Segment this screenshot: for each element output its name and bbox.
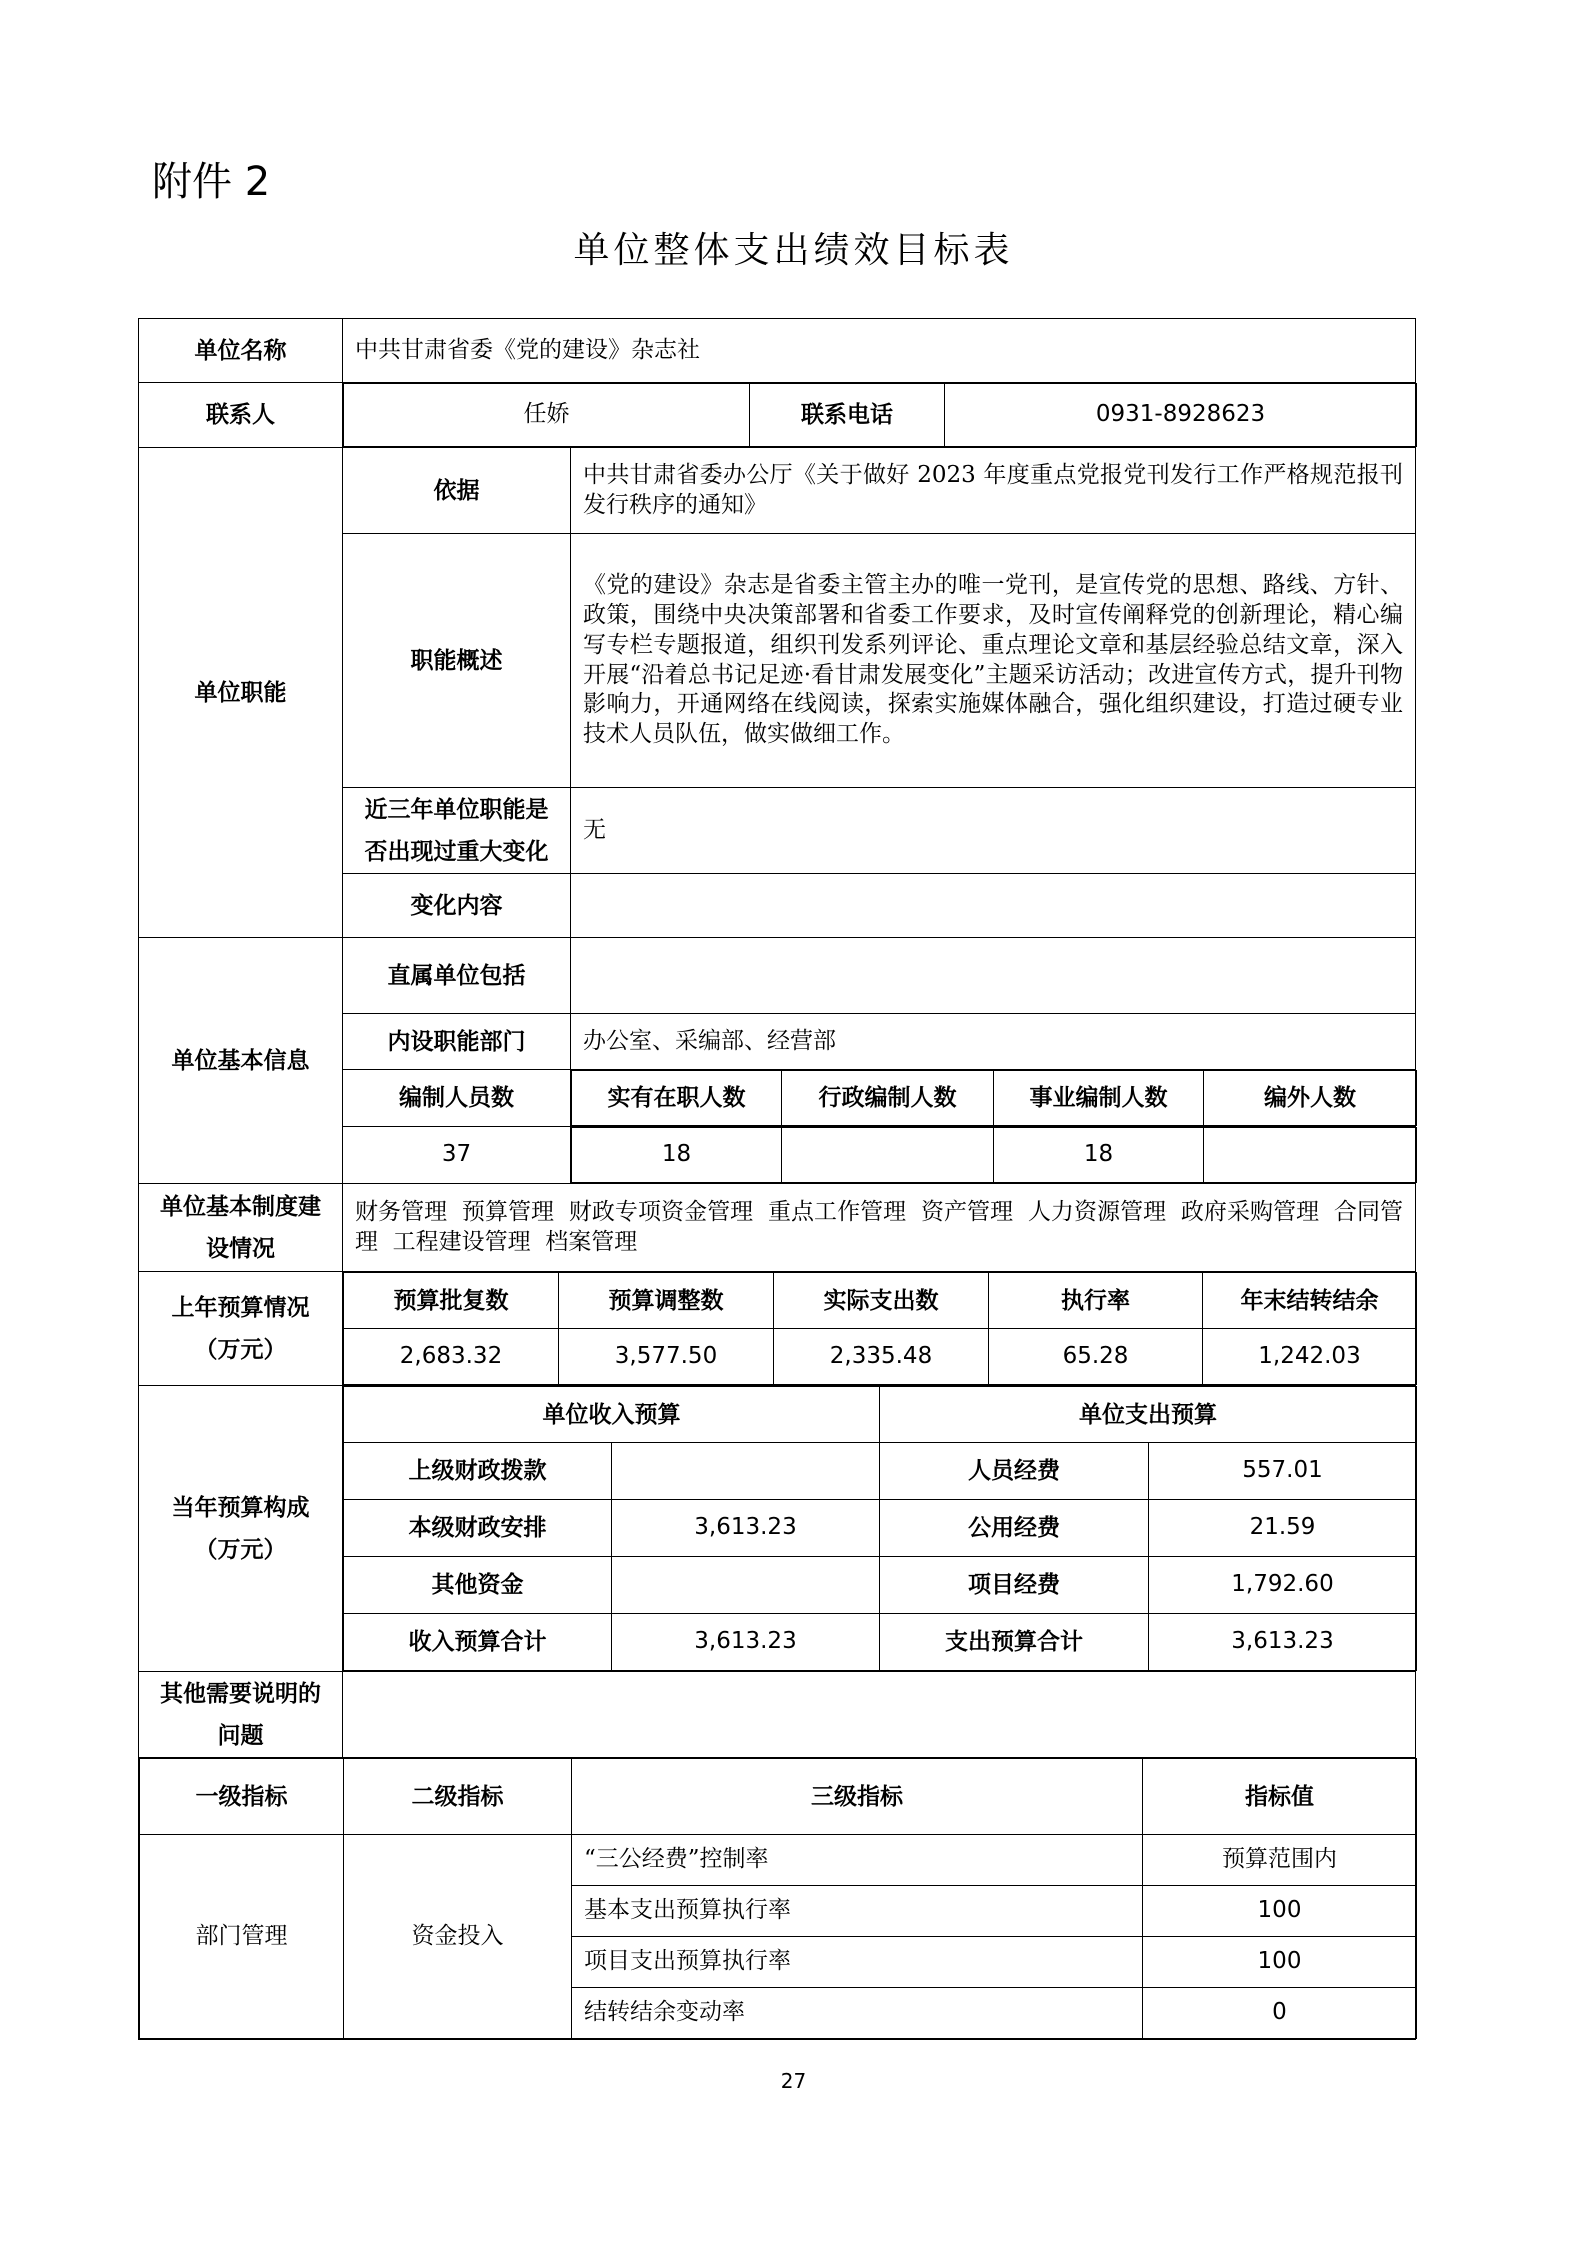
other-notes-value <box>343 1672 1416 1758</box>
expense-value-cell: 557.01 <box>1149 1443 1417 1500</box>
direct-units-label: 直属单位包括 <box>343 938 571 1014</box>
staff-header-cell: 行政编制人数 <box>782 1071 994 1126</box>
last-year-value-cell: 2,335.48 <box>774 1329 989 1385</box>
departments-label: 内设职能部门 <box>343 1014 571 1070</box>
income-label-cell: 其他资金 <box>344 1557 612 1614</box>
level3-indicator: 基本支出预算执行率 <box>572 1886 1143 1937</box>
last-year-row <box>139 1272 1416 1386</box>
change-content-label: 变化内容 <box>343 874 571 938</box>
staff-value-cell: 18 <box>572 1128 782 1183</box>
direct-units-value <box>571 938 1416 1014</box>
staff-header-cell: 事业编制人数 <box>994 1071 1204 1126</box>
departments-value: 办公室、采编部、经营部 <box>571 1014 1416 1070</box>
system-label: 单位基本制度建设情况 <box>139 1184 343 1272</box>
expense-label-cell: 公用经费 <box>880 1500 1149 1557</box>
overview-label: 职能概述 <box>343 534 571 788</box>
document-title: 单位整体支出绩效目标表 <box>573 230 1014 271</box>
staff-value-cell <box>1204 1128 1417 1183</box>
expense-label-cell: 支出预算合计 <box>880 1614 1149 1671</box>
system-value: 财务管理 预算管理 财政专项资金管理 重点工作管理 资产管理 人力资源管理 政府采购管理 合同管理 工程建设管理 档案管理 <box>343 1184 1416 1272</box>
indicator-value: 预算范围内 <box>1143 1835 1417 1886</box>
income-label-cell: 收入预算合计 <box>344 1614 612 1671</box>
contact-phone-label: 联系电话 <box>750 384 945 447</box>
other-notes-row <box>139 1672 1416 1758</box>
direct-units-row <box>139 938 1416 1014</box>
staff-value-cell: 18 <box>994 1128 1204 1183</box>
income-budget-header: 单位收入预算 <box>344 1387 880 1443</box>
staff-header-cell: 编外人数 <box>1204 1071 1417 1126</box>
basis-value: 中共甘肃省委办公厅《关于做好 2023 年度重点党报党刊发行工作严格规范报刊发行秩序的通知》 <box>571 448 1416 534</box>
staff-header-cell: 编制人员数 <box>343 1070 571 1127</box>
expense-value-cell: 3,613.23 <box>1149 1614 1417 1671</box>
last-year-header-cell: 年末结转结余 <box>1203 1273 1417 1329</box>
last-year-value-cell: 1,242.03 <box>1203 1329 1417 1385</box>
current-budget-row <box>139 1386 1416 1672</box>
performance-target-table <box>138 318 1416 2040</box>
unit-name-label: 单位名称 <box>139 319 343 383</box>
staff-header-group <box>571 1070 1416 1127</box>
contact-person-value: 任娇 <box>344 384 750 447</box>
current-budget-grid <box>343 1386 1416 1672</box>
duties-label: 单位职能 <box>139 448 343 938</box>
basis-row <box>139 448 1416 534</box>
level2-indicator: 资金投入 <box>344 1835 572 2039</box>
expense-label-cell: 项目经费 <box>880 1557 1149 1614</box>
level3-indicator: 结转结余变动率 <box>572 1988 1143 2039</box>
expense-value-cell: 1,792.60 <box>1149 1557 1417 1614</box>
indicator-section <box>139 1758 1416 2040</box>
change-question-label: 近三年单位职能是否出现过重大变化 <box>343 788 571 874</box>
last-year-header-cell: 执行率 <box>989 1273 1203 1329</box>
contact-person-label: 联系人 <box>139 383 343 448</box>
contact-row <box>139 383 1416 448</box>
indicator-value: 0 <box>1143 1988 1417 2039</box>
staff-header-cell: 实有在职人数 <box>572 1071 782 1126</box>
indicator-header-cell: 指标值 <box>1143 1759 1417 1835</box>
income-label-cell: 本级财政安排 <box>344 1500 612 1557</box>
indicator-table-cell <box>139 1758 1416 2040</box>
overview-value: 《党的建设》杂志是省委主管主办的唯一党刊，是宣传党的思想、路线、方针、政策，围绕中央决策部署和省委工作要求，及时宣传阐释党的创新理论，精心编写专栏专题报道，组织刊发系列评论、重点理论文章和基层经验总结文章，深入开展“沿着总书记足迹·看甘肃发展变化”主题采访活动；改进宣传方式，提升刊物影响力，开通网络在线阅读，探索实施媒体融合，强化组织建设，打造过硬专业技术人员队伍，做实做细工作。 <box>571 534 1416 788</box>
contact-phone-value: 0931-8928623 <box>945 384 1417 447</box>
income-value-cell <box>612 1443 880 1500</box>
expense-value-cell: 21.59 <box>1149 1500 1417 1557</box>
indicator-header-cell: 三级指标 <box>572 1759 1143 1835</box>
change-content-value <box>571 874 1416 938</box>
last-year-value-cell: 3,577.50 <box>559 1329 774 1385</box>
staff-value-cell: 37 <box>343 1127 571 1184</box>
staff-value-group <box>571 1127 1416 1184</box>
basic-info-label: 单位基本信息 <box>139 938 343 1184</box>
last-year-label: 上年预算情况（万元） <box>139 1272 343 1386</box>
level3-indicator: 项目支出预算执行率 <box>572 1937 1143 1988</box>
indicator-header-cell: 二级指标 <box>344 1759 572 1835</box>
last-year-header-cell: 预算批复数 <box>344 1273 559 1329</box>
last-year-header-cell: 预算调整数 <box>559 1273 774 1329</box>
last-year-grid <box>343 1272 1416 1386</box>
unit-name-value: 中共甘肃省委《党的建设》杂志社 <box>343 319 1416 383</box>
basis-label: 依据 <box>343 448 571 534</box>
change-question-value: 无 <box>571 788 1416 874</box>
income-value-cell <box>612 1557 880 1614</box>
page-number: 27 <box>780 2069 807 2093</box>
current-budget-label: 当年预算构成（万元） <box>139 1386 343 1672</box>
last-year-value-cell: 65.28 <box>989 1329 1203 1385</box>
staff-value-cell <box>782 1128 994 1183</box>
income-label-cell: 上级财政拨款 <box>344 1443 612 1500</box>
level1-indicator: 部门管理 <box>140 1835 344 2039</box>
level3-indicator: “三公经费”控制率 <box>572 1835 1143 1886</box>
last-year-value-cell: 2,683.32 <box>344 1329 559 1385</box>
other-notes-label: 其他需要说明的问题 <box>139 1672 343 1758</box>
indicator-value: 100 <box>1143 1886 1417 1937</box>
indicator-header-cell: 一级指标 <box>140 1759 344 1835</box>
income-value-cell: 3,613.23 <box>612 1500 880 1557</box>
last-year-header-cell: 实际支出数 <box>774 1273 989 1329</box>
expense-budget-header: 单位支出预算 <box>880 1387 1417 1443</box>
indicator-value: 100 <box>1143 1937 1417 1988</box>
expense-label-cell: 人员经费 <box>880 1443 1149 1500</box>
attachment-label: 附件 2 <box>152 159 271 205</box>
contact-cell <box>343 383 1416 448</box>
unit-name-row <box>139 319 1416 383</box>
income-value-cell: 3,613.23 <box>612 1614 880 1671</box>
system-row <box>139 1184 1416 1272</box>
